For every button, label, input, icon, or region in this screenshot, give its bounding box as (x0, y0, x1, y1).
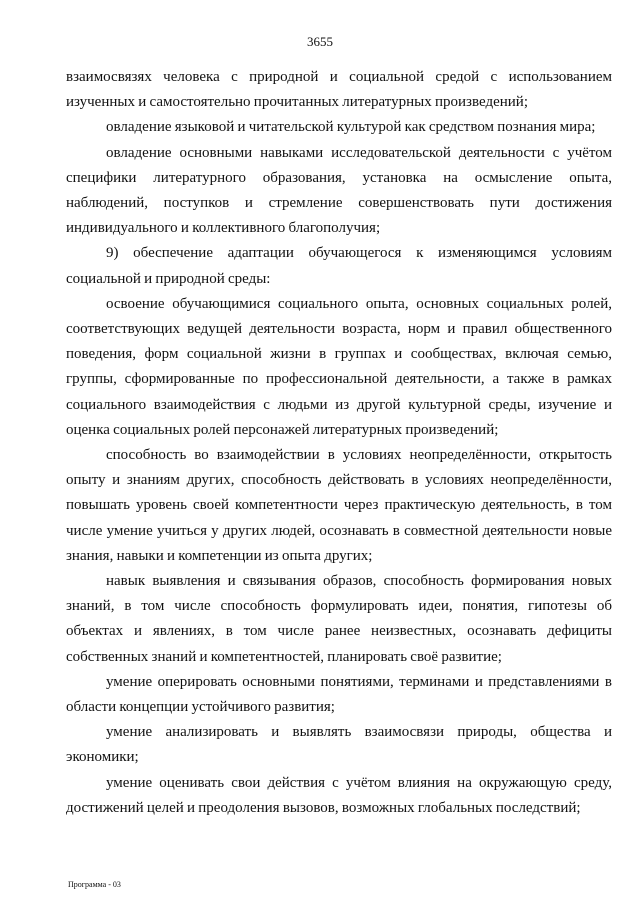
paragraph: умение оперировать основными понятиями, терминами и представлениями в области концепции устойчивого развития; (66, 673, 612, 716)
paragraph: навык выявления и связывания образов, способность формирования новых знаний, в том числе способность формулировать идеи, понятия, гипотезы об объектах и явлениях, в том числе ранее неизвестных, осознавать дефициты собственных знаний и компетентностей, планировать своё развитие; (66, 573, 612, 665)
paragraph: овладение основными навыками исследовательской деятельности с учётом специфики литературного образования, установка на осмысление опыта, наблюдений, поступков и стремление совершенствовать пути достижения индивидуального и коллективного благополучия; (66, 144, 612, 237)
paragraph: овладение языковой и читательской культурой как средством познания мира; (106, 119, 596, 136)
document-body (66, 65, 612, 821)
page-number: 3655 (307, 34, 333, 49)
footer-label: Программа - 03 (68, 880, 121, 889)
paragraph: освоение обучающимися социального опыта, основных социальных ролей, соответствующих ведущей деятельности возраста, норм и правил общественного поведения, форм социальной жизни в группах и сообществах, включая семью, группы, сформированные по профессиональной деятельности, а также в рамках социального взаимодействия с людьми из другой культурной среды, изучение и оценка социальных ролей персонажей литературных произведений; (66, 295, 612, 438)
paragraph: 9) обеспечение адаптации обучающегося к изменяющимся условиям социальной и природной среды: (66, 245, 612, 287)
paragraph: способность во взаимодействии в условиях неопределённости, открытость опыту и знаниям других, способность действовать в условиях неопределённости, повышать уровень своей компетентности через практическую деятельность, в том числе умение учиться у других людей, осознавать в совместной деятельности новые знания, навыки и компетенции из опыта других; (66, 447, 612, 564)
paragraph: взаимосвязях человека с природной и социальной средой с использованием изученных и самостоятельно прочитанных литературных произведений; (66, 69, 612, 111)
paragraph: умение оценивать свои действия с учётом влияния на окружающую среду, достижений целей и преодоления вызовов, возможных глобальных последствий; (66, 774, 612, 816)
paragraph: умение анализировать и выявлять взаимосвязи природы, общества и экономики; (66, 724, 612, 766)
